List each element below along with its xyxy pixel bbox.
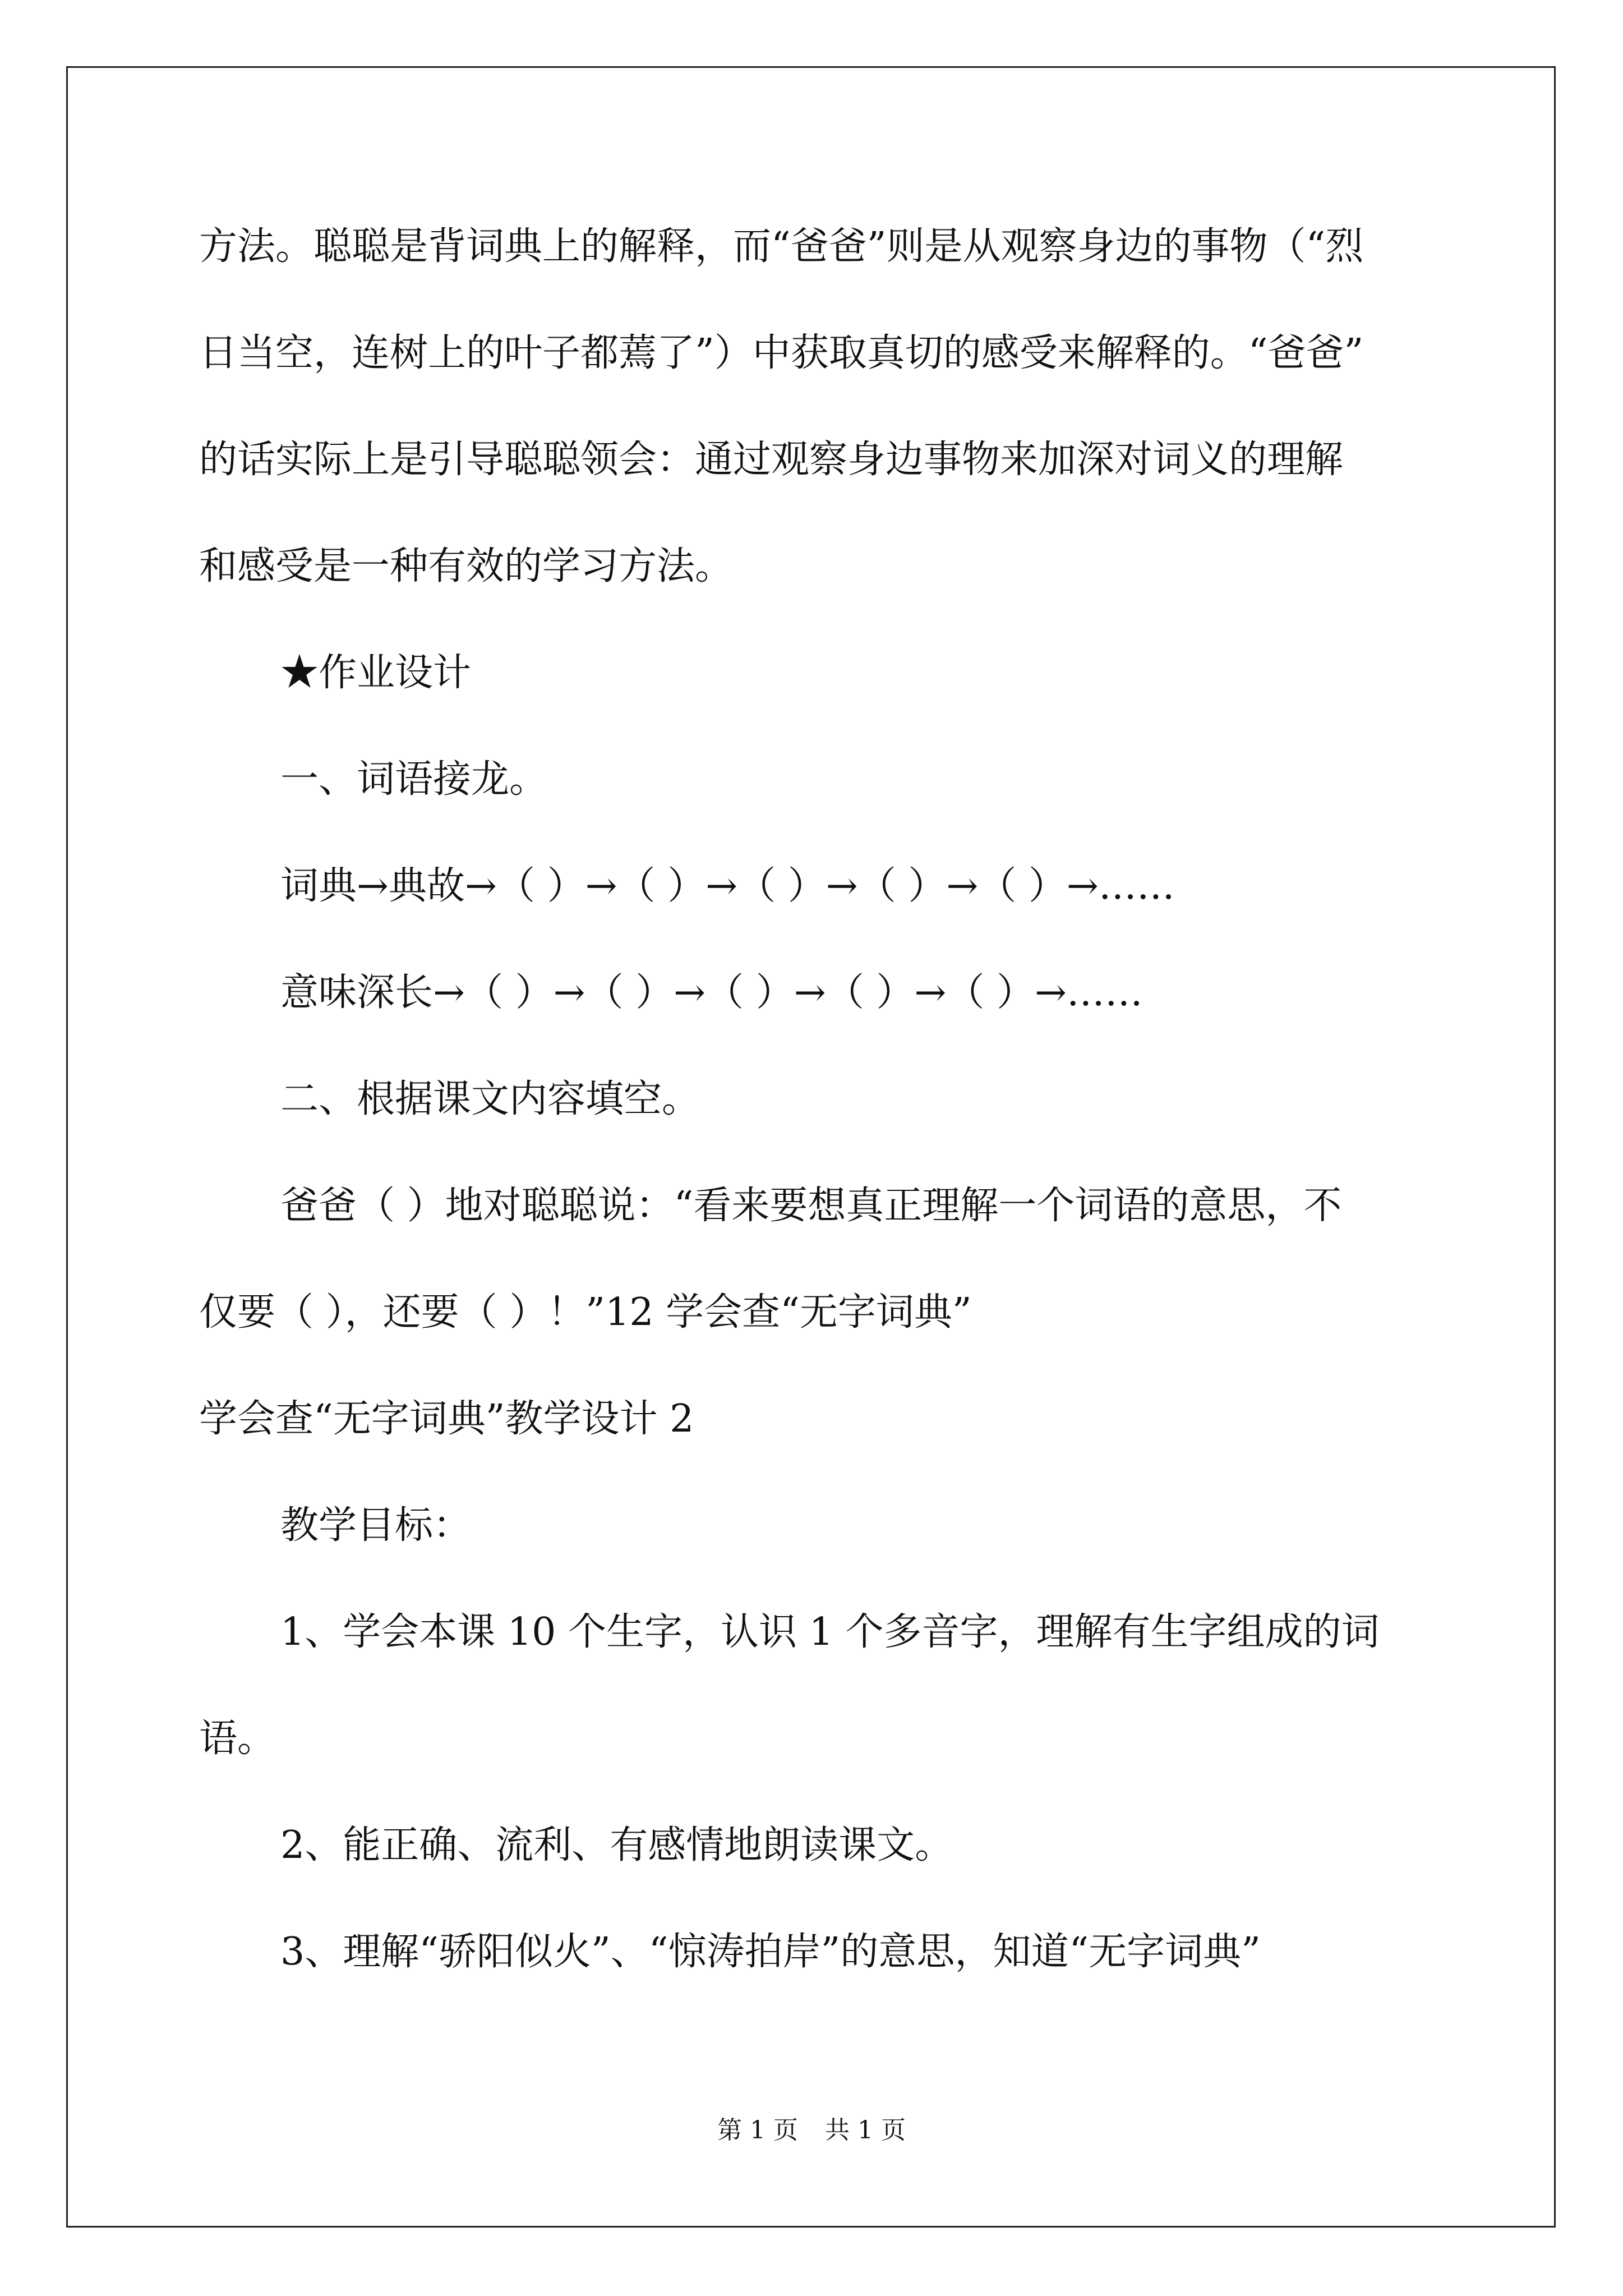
text-line-3: 的话实际上是引导聪聪领会：通过观察身边事物来加深对词义的理解 xyxy=(199,438,1344,482)
exercise-heading-2: 二、根据课文内容填空。 xyxy=(280,1077,700,1121)
word-chain-line-1: 词典→典故→（ ）→（ ）→（ ）→（ ）→（ ）→…… xyxy=(280,864,1175,908)
objective-2: 2、能正确、流利、有感情地朗读课文。 xyxy=(280,1823,953,1867)
text-line-1: 方法。聪聪是背词典上的解释，而“爸爸”则是从观察身边的事物（“烈 xyxy=(199,224,1364,269)
fill-blank-line-2: 仅要（ ），还要（ ）！”12 学会查“无字词典” xyxy=(199,1290,972,1335)
word-chain-line-2: 意味深长→（ ）→（ ）→（ ）→（ ）→（ ）→…… xyxy=(280,970,1143,1015)
fill-blank-line-1: 爸爸（ ）地对聪聪说：“看来要想真正理解一个词语的意思，不 xyxy=(280,1184,1342,1228)
section-title: 学会查“无字词典”教学设计 2 xyxy=(199,1397,694,1441)
objective-3: 3、理解“骄阳似火”、“惊涛拍岸”的意思，知道“无字词典” xyxy=(280,1930,1261,1974)
objective-1-line-1: 1、学会本课 10 个生字，认识 1 个多音字，理解有生字组成的词 xyxy=(280,1610,1380,1654)
objective-1-line-2: 语。 xyxy=(199,1717,276,1761)
section-heading-homework: ★作业设计 xyxy=(280,651,472,695)
page-total: 共 1 页 xyxy=(825,2116,906,2145)
text-line-2: 日当空，连树上的叶子都蔫了”）中获取真切的感受来解释的。“爸爸” xyxy=(199,331,1364,375)
exercise-heading-1: 一、词语接龙。 xyxy=(280,757,548,802)
page-footer xyxy=(0,2114,1623,2147)
text-line-4: 和感受是一种有效的学习方法。 xyxy=(199,544,734,588)
objectives-heading: 教学目标： xyxy=(280,1503,472,1548)
page-number: 第 1 页 xyxy=(717,2116,798,2145)
page-border xyxy=(66,66,1556,2228)
